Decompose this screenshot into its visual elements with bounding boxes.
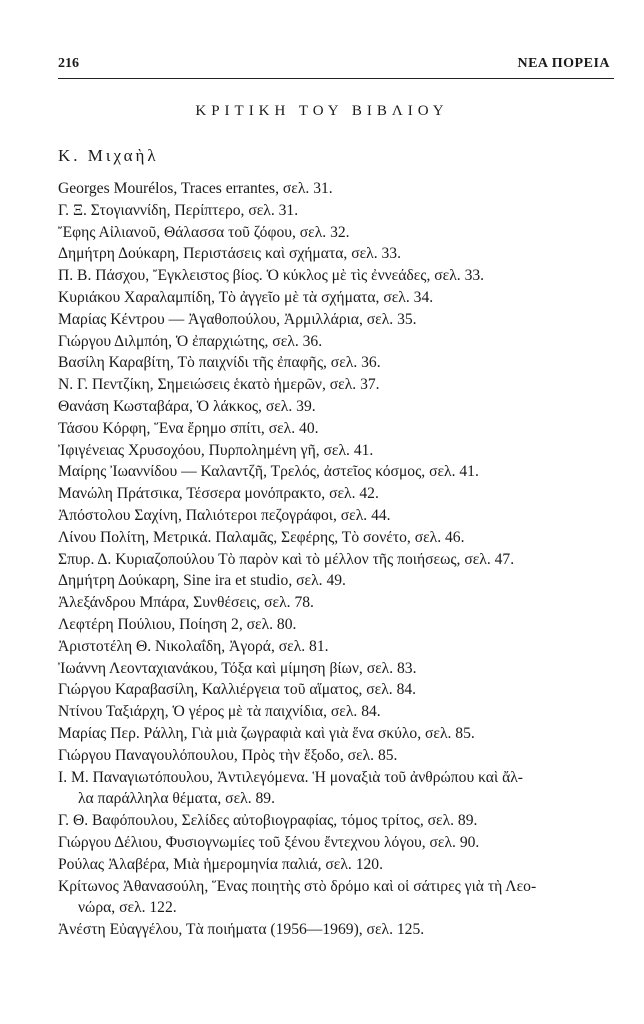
review-entry: Γ. Ξ. Στογιαννίδη, Περίπτερο, σελ. 31. xyxy=(58,201,299,219)
review-entry: Σπυρ. Δ. Κυριαζοπούλου Τὸ παρὸν καὶ τὸ μέλλον τῆς ποιήσεως, σελ. 47. xyxy=(58,550,515,568)
review-entry: Τάσου Κόρφη, Ἕνα ἔρημο σπίτι, σελ. 40. xyxy=(58,419,319,437)
review-entry: Λεφτέρη Πούλιου, Ποίηση 2, σελ. 80. xyxy=(58,615,297,633)
review-entry: Ντίνου Ταξιάρχη, Ὁ γέρος μὲ τὰ παιχνίδια, σελ. 84. xyxy=(58,703,381,721)
review-entry: Ρούλας Ἀλαβέρα, Μιὰ ἡμερομηνία παλιά, σελ. 120. xyxy=(58,855,383,873)
review-entry: Μαρίας Κέντρου — Ἀγαθοπούλου, Ἀρμιλλάρια, σελ. 35. xyxy=(58,310,417,328)
reviewer-name: Κ. Μιχαὴλ xyxy=(58,146,159,165)
review-entry: Γιώργου Καραβασίλη, Καλλιέργεια τοῦ αἵματος, σελ. 84. xyxy=(58,681,417,699)
review-entry-line: Κρίτωνος Ἀθανασούλη, Ἕνας ποιητὴς στὸ δρόμο καὶ οἱ σάτιρες γιὰ τὴ Λεο- xyxy=(58,877,537,895)
review-entry: Γιώργου Δέλιου, Φυσιογνωμίες τοῦ ξένου ἔντεχνου λόγου, σελ. 90. xyxy=(58,833,480,851)
running-head xyxy=(58,56,614,79)
review-entry: Βασίλη Καραβίτη, Τὸ παιχνίδι τῆς ἐπαφῆς, σελ. 36. xyxy=(58,354,381,372)
review-entry: Γιώργου Διλμπόη, Ὁ ἐπαρχιώτης, σελ. 36. xyxy=(58,332,323,350)
review-entry-continuation: νώρα, σελ. 122. xyxy=(78,899,177,917)
review-entry: Γιώργου Παναγουλόπουλου, Πρὸς τὴν ἔξοδο, σελ. 85. xyxy=(58,746,398,764)
review-entry: Μαρίας Περ. Ράλλη, Γιὰ μιὰ ζωγραφιὰ καὶ γιὰ ἕνα σκύλο, σελ. 85. xyxy=(58,724,475,742)
review-list xyxy=(58,178,618,941)
review-entry-wrapped xyxy=(58,876,618,920)
review-entry: Γ. Θ. Βαφόπουλου, Σελίδες αὐτοβιογραφίας, τόμος τρίτος, σελ. 89. xyxy=(58,812,478,830)
review-entry: Λίνου Πολίτη, Μετρικά. Παλαμᾶς, Σεφέρης, Τὸ σονέτο, σελ. 46. xyxy=(58,528,465,546)
journal-title: ΝΕΑ ΠΟΡΕΙΑ xyxy=(517,56,610,71)
review-entry: Ν. Γ. Πεντζίκη, Σημειώσεις ἑκατὸ ἡμερῶν, σελ. 37. xyxy=(58,376,380,394)
review-entry: Θανάση Κωσταβάρα, Ὁ λάκκος, σελ. 39. xyxy=(58,397,316,415)
review-entry: Δημήτρη Δούκαρη, Περιστάσεις καὶ σχήματα, σελ. 33. xyxy=(58,245,401,263)
review-entry: Δημήτρη Δούκαρη, Sine ira et studio, σελ. 49. xyxy=(58,572,346,590)
review-entry-continuation: λα παράλληλα θέματα, σελ. 89. xyxy=(78,790,275,808)
review-entry: Ἔφης Αἰλιανοῦ, Θάλασσα τοῦ ζόφου, σελ. 32. xyxy=(58,223,350,241)
review-entry: Ἀριστοτέλη Θ. Νικολαΐδη, Ἀγορά, σελ. 81. xyxy=(58,637,329,655)
review-entry: Ἰωάννη Λεονταχιανάκου, Τόξα καὶ μίμηση βίων, σελ. 83. xyxy=(58,659,417,677)
review-entry: Ἰφιγένειας Χρυσοχόου, Πυρπολημένη γῆ, σελ. 41. xyxy=(58,441,374,459)
review-entry-line: Ι. Μ. Παναγιωτόπουλου, Ἀντιλεγόμενα. Ἡ μοναξιὰ τοῦ ἀνθρώπου καὶ ἄλ- xyxy=(58,768,523,786)
section-title: ΚΡΙΤΙΚΗ ΤΟΥ ΒΙΒΛΙΟΥ xyxy=(195,103,449,119)
review-entry: Μαίρης Ἰωαννίδου — Καλαντζῆ, Τρελός, ἀστεῖος κόσμος, σελ. 41. xyxy=(58,463,479,481)
review-entry: Κυριάκου Χαραλαμπίδη, Τὸ ἀγγεῖο μὲ τὰ σχήματα, σελ. 34. xyxy=(58,288,434,306)
page-number: 216 xyxy=(58,56,79,71)
review-entry: Π. Β. Πάσχου, Ἔγκλειστος βίος. Ὁ κύκλος μὲ τὶς ἐννεάδες, σελ. 33. xyxy=(58,267,485,285)
review-entry: Μανώλη Πράτσικα, Τέσσερα μονόπρακτο, σελ. 42. xyxy=(58,485,379,503)
review-entry: Ἀλεξάνδρου Μπάρα, Συνθέσεις, σελ. 78. xyxy=(58,594,314,612)
review-entry-wrapped xyxy=(58,767,618,811)
review-entry: Ἀνέστη Εὐαγγέλου, Τὰ ποιήματα (1956—1969), σελ. 125. xyxy=(58,921,425,939)
review-entry: Ἀπόστολου Σαχίνη, Παλιότεροι πεζογράφοι, σελ. 44. xyxy=(58,506,391,524)
review-entry: Georges Mourélos, Traces errantes, σελ. 31. xyxy=(58,180,333,197)
